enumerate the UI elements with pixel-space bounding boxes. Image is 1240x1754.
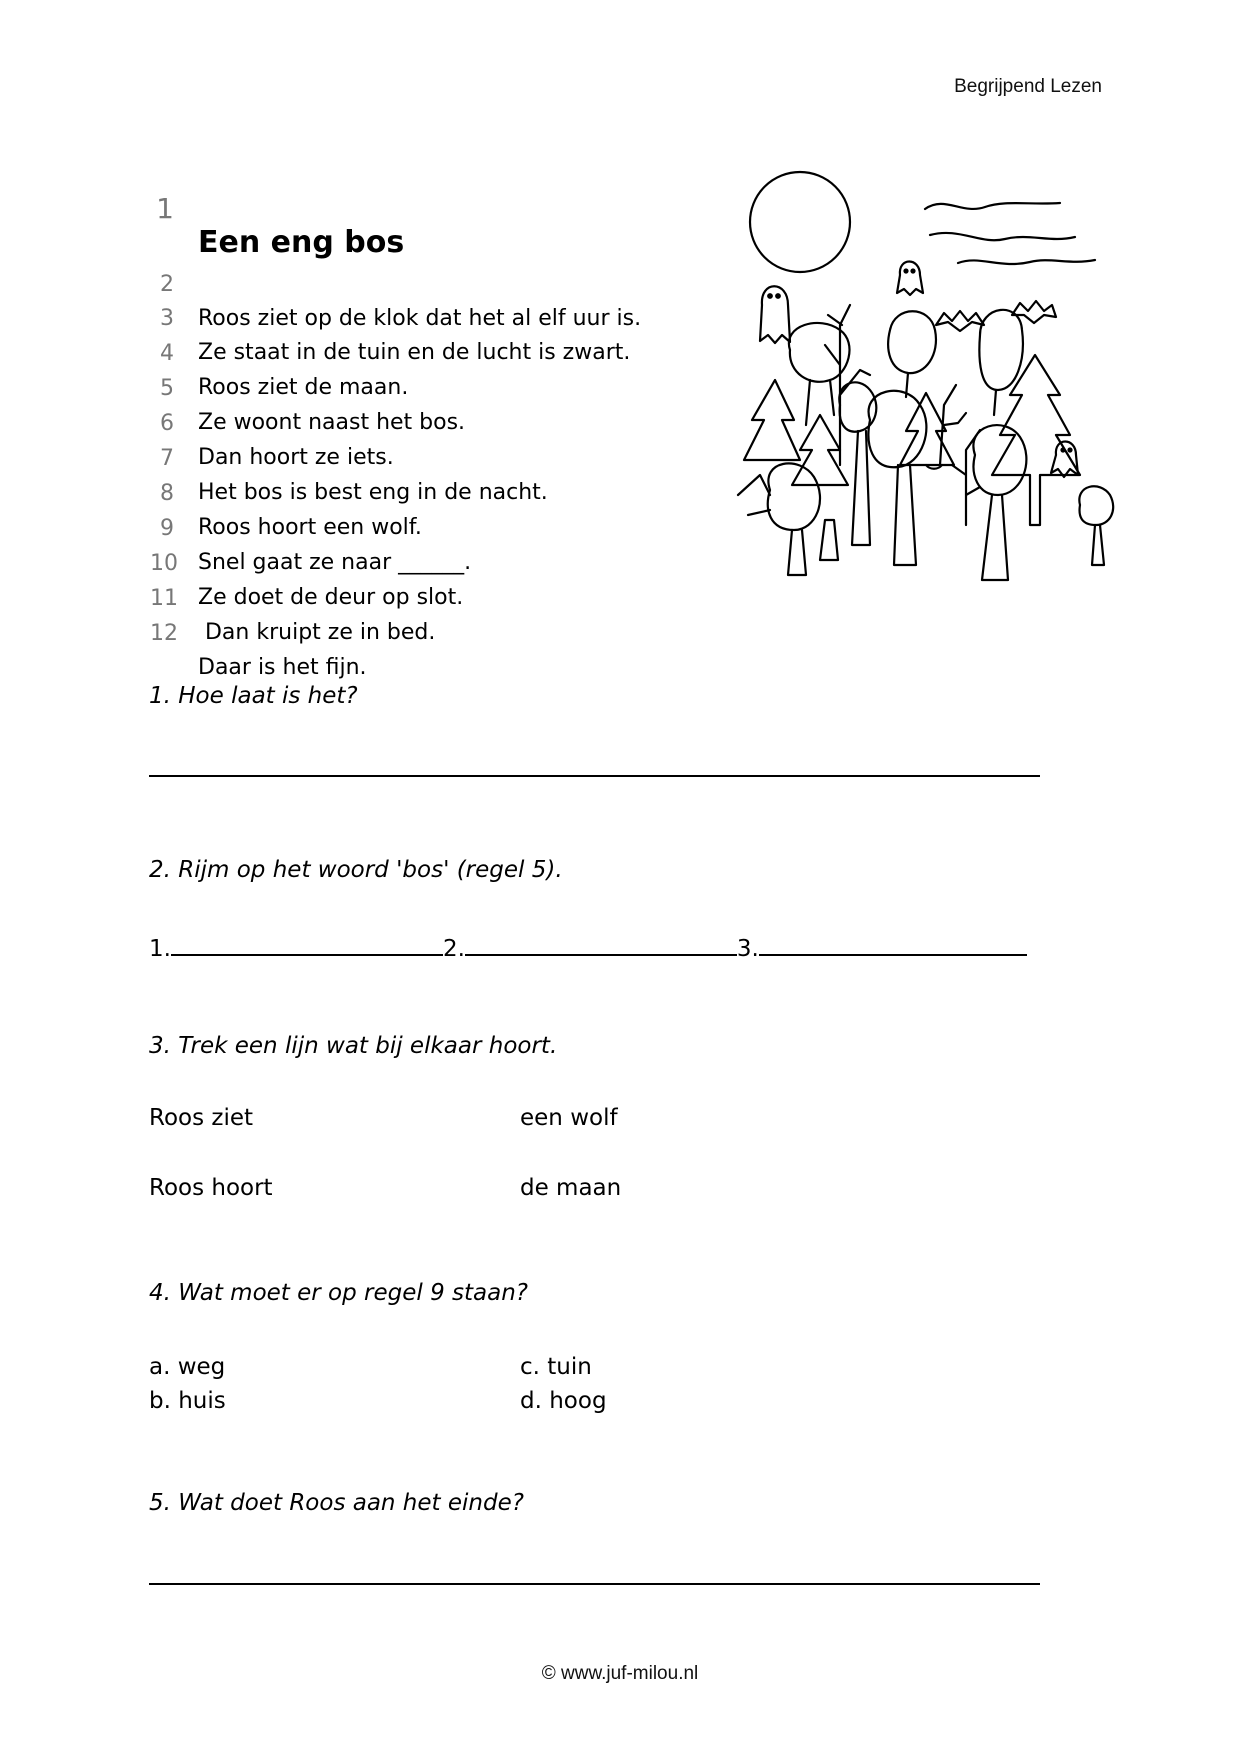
line-number: 7 [160, 446, 174, 471]
line-number: 6 [160, 411, 174, 436]
ghost-shape [760, 286, 790, 343]
story-line [150, 158, 405, 260]
line-number: 8 [160, 481, 174, 506]
line-text: Dan kruipt ze in bed. [198, 620, 436, 645]
rhyme-blank-3[interactable] [759, 932, 1027, 956]
blank-label-1: 1. [149, 936, 171, 962]
tree-crown-shape [868, 391, 926, 467]
question-2: 2. Rijm op het woord 'bos' (regel 5). [149, 857, 563, 883]
blank-label-2: 2. [442, 936, 465, 962]
question-1: 1. Hoe laat is het? [149, 683, 358, 709]
line-text: Het bos is best eng in de nacht. [198, 480, 548, 505]
bat-shape [936, 311, 984, 331]
line-number: 9 [160, 516, 174, 541]
blank-label-3: 3. [736, 936, 759, 962]
line-text: Ze doet de deur op slot. [198, 585, 464, 610]
line-text: Roos ziet de maan. [198, 375, 409, 400]
rhyme-blank-2[interactable] [465, 932, 737, 956]
answer-line-1[interactable] [149, 775, 1040, 777]
question-3: 3. Trek een lijn wat bij elkaar hoort. [149, 1033, 558, 1059]
option-c[interactable]: c. tuin [520, 1354, 592, 1380]
option-d[interactable]: d. hoog [520, 1388, 607, 1414]
moon-shape [750, 172, 850, 272]
line-text: Ze woont naast het bos. [198, 410, 466, 435]
option-b[interactable]: b. huis [149, 1388, 226, 1414]
line-number: 2 [160, 272, 174, 297]
rhyme-blanks [149, 932, 1027, 962]
match-right-1: een wolf [520, 1105, 618, 1131]
option-a[interactable]: a. weg [149, 1354, 226, 1380]
line-number: 3 [160, 306, 174, 331]
line-text: Dan hoort ze iets. [198, 445, 394, 470]
line-number: 4 [160, 341, 174, 366]
question-4: 4. Wat moet er op regel 9 staan? [149, 1280, 528, 1306]
line-number: 10 [150, 551, 178, 576]
line-text: Snel gaat ze naar ______. [198, 550, 472, 575]
ghost-shape [897, 262, 923, 296]
question-5: 5. Wat doet Roos aan het einde? [149, 1490, 524, 1516]
story-line [150, 303, 409, 400]
rhyme-blank-1[interactable] [171, 932, 443, 956]
header-label: Begrijpend Lezen [954, 76, 1102, 97]
line-number: 12 [150, 621, 178, 646]
line-number: 11 [150, 586, 178, 611]
story-title: Een eng bos [198, 225, 405, 260]
match-right-2: de maan [520, 1175, 622, 1201]
answer-line-5[interactable] [149, 1583, 1040, 1585]
line-text: Ze staat in de tuin en de lucht is zwart. [198, 340, 631, 365]
line-text: Roos hoort een wolf. [198, 515, 422, 540]
line-number: 1 [156, 192, 174, 225]
line-text: Daar is het fijn. [198, 655, 367, 680]
match-left-1: Roos ziet [149, 1105, 254, 1131]
pine-tree-shape [992, 355, 1080, 525]
tree-crown-shape [979, 310, 1023, 390]
tree-crown-shape [768, 463, 820, 530]
line-number: 5 [160, 376, 174, 401]
match-left-2: Roos hoort [149, 1175, 273, 1201]
forest-illustration [730, 165, 1130, 605]
footer-copyright: © www.juf-milou.nl [541, 1663, 699, 1684]
ghost-shape [1051, 442, 1078, 478]
line-text: Roos ziet op de klok dat het al elf uur is. [198, 306, 642, 331]
tree-crown-shape [888, 311, 936, 373]
pine-tree-shape [744, 380, 800, 460]
